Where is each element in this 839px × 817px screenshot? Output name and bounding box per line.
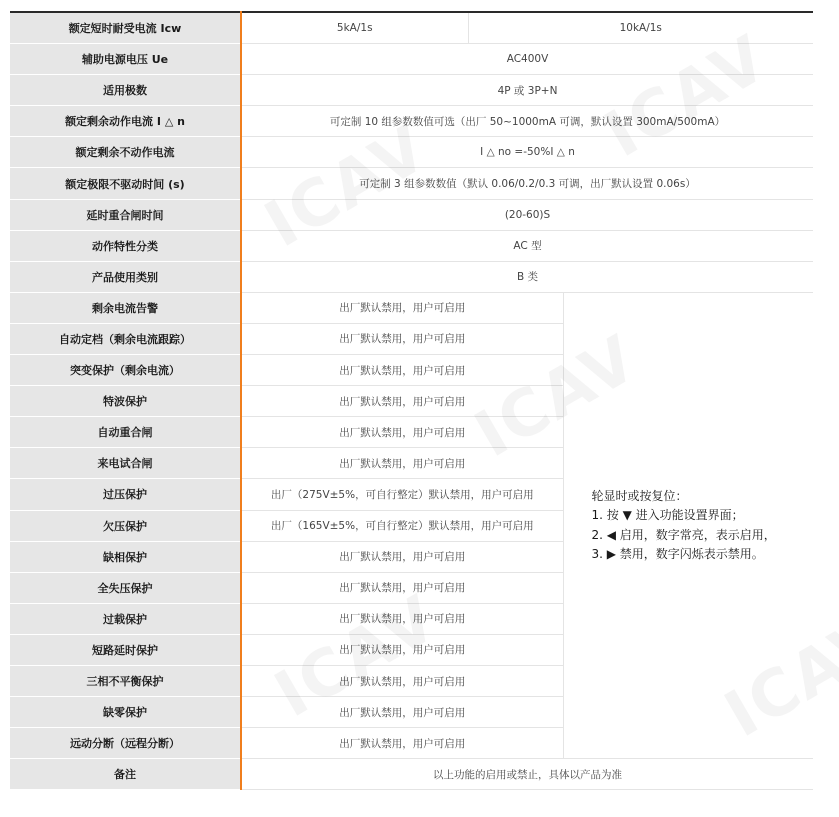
row-label: 三相不平衡保护	[10, 665, 241, 696]
row-label: 延时重合闸时间	[10, 199, 241, 230]
table-row	[10, 106, 813, 137]
row-value: I △ no =-50%I △ n	[241, 137, 813, 168]
table-row	[10, 759, 813, 790]
row-value: 出厂默认禁用，用户可启用	[241, 417, 563, 448]
row-value-10ka: 10kA/1s	[468, 12, 813, 44]
row-label: 自动定档（剩余电流跟踪）	[10, 323, 241, 354]
row-label: 特波保护	[10, 386, 241, 417]
row-label: 动作特性分类	[10, 230, 241, 261]
row-label: 短路延时保护	[10, 634, 241, 665]
settings-note	[563, 292, 813, 758]
row-value: 出厂（165V±5%，可自行整定）默认禁用，用户可启用	[241, 510, 563, 541]
row-value: B 类	[241, 261, 813, 292]
row-label: 突变保护（剩余电流）	[10, 355, 241, 386]
row-label: 过载保护	[10, 603, 241, 634]
row-value-5ka: 5kA/1s	[241, 12, 468, 44]
row-value: 出厂默认禁用，用户可启用	[241, 572, 563, 603]
row-label: 欠压保护	[10, 510, 241, 541]
row-value: 可定制 10 组参数数值可选（出厂 50~1000mA 可调，默认设置 300mA/500mA）	[241, 106, 813, 137]
row-label: 适用极数	[10, 75, 241, 106]
row-value: 出厂默认禁用，用户可启用	[241, 292, 563, 323]
row-value: 出厂默认禁用，用户可启用	[241, 541, 563, 572]
table-row	[10, 75, 813, 106]
table-row	[10, 199, 813, 230]
table-row	[10, 137, 813, 168]
row-value: 出厂默认禁用，用户可启用	[241, 665, 563, 696]
note-line: 3. ▶ 禁用，数字闪烁表示禁用。	[591, 547, 764, 562]
row-label: 剩余电流告警	[10, 292, 241, 323]
row-label: 远动分断（远程分断）	[10, 728, 241, 759]
note-title: 轮显时或按复位：	[591, 488, 688, 503]
row-value: 出厂默认禁用，用户可启用	[241, 728, 563, 759]
row-label: 额定短时耐受电流 Icw	[10, 12, 241, 44]
row-label: 缺零保护	[10, 697, 241, 728]
row-label: 过压保护	[10, 479, 241, 510]
row-value: AC400V	[241, 44, 813, 75]
note-line: 1. 按 ▼ 进入功能设置界面；	[591, 508, 744, 523]
row-value: 出厂默认禁用，用户可启用	[241, 355, 563, 386]
row-value: 可定制 3 组参数数值（默认 0.06/0.2/0.3 可调，出厂默认设置 0.06s）	[241, 168, 813, 199]
row-label: 自动重合闸	[10, 417, 241, 448]
row-value: 出厂默认禁用，用户可启用	[241, 323, 563, 354]
row-value: AC 型	[241, 230, 813, 261]
table-row	[10, 292, 813, 323]
row-label: 辅助电源电压 Ue	[10, 44, 241, 75]
row-value: 出厂默认禁用，用户可启用	[241, 697, 563, 728]
row-label: 额定剩余动作电流 I △ n	[10, 106, 241, 137]
row-value: 4P 或 3P+N	[241, 75, 813, 106]
row-label: 来电试合闸	[10, 448, 241, 479]
table-row	[10, 12, 813, 44]
row-value: 出厂（275V±5%，可自行整定）默认禁用，用户可启用	[241, 479, 563, 510]
spec-table	[10, 11, 813, 790]
table-row	[10, 261, 813, 292]
table-row	[10, 168, 813, 199]
row-value: 出厂默认禁用，用户可启用	[241, 634, 563, 665]
row-label: 产品使用类别	[10, 261, 241, 292]
row-value: 出厂默认禁用，用户可启用	[241, 386, 563, 417]
row-label: 全失压保护	[10, 572, 241, 603]
row-label: 额定剩余不动作电流	[10, 137, 241, 168]
row-value: 以上功能的启用或禁止，具体以产品为准	[241, 759, 813, 790]
row-value: (20-60)S	[241, 199, 813, 230]
note-line: 2. ◀ 启用，数字常亮，表示启用，	[591, 527, 776, 542]
table-row	[10, 230, 813, 261]
row-value: 出厂默认禁用，用户可启用	[241, 603, 563, 634]
row-value: 出厂默认禁用，用户可启用	[241, 448, 563, 479]
table-row	[10, 44, 813, 75]
row-label: 额定极限不驱动时间 (s)	[10, 168, 241, 199]
row-label: 缺相保护	[10, 541, 241, 572]
row-label: 备注	[10, 759, 241, 790]
